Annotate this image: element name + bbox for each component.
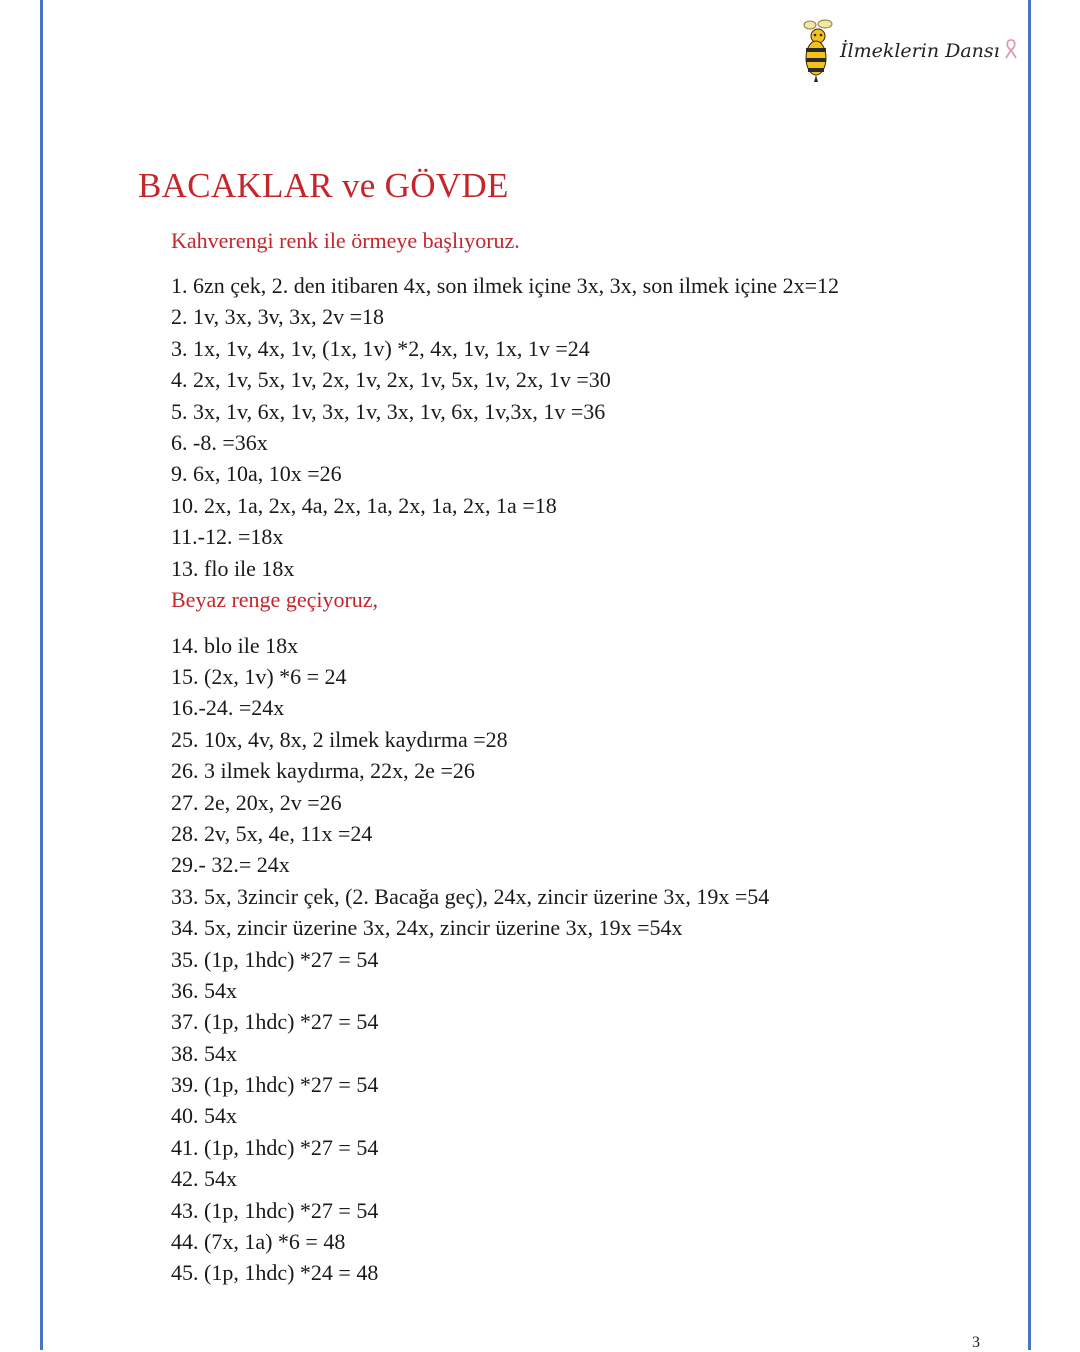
- pattern-row: 44. (7x, 1a) *6 = 48: [171, 1229, 346, 1254]
- pattern-row: 43. (1p, 1hdc) *27 = 54: [171, 1198, 379, 1223]
- pattern-row: 10. 2x, 1a, 2x, 4a, 2x, 1a, 2x, 1a, 2x, 1a =18: [171, 493, 557, 518]
- pattern-row: 1. 6zn çek, 2. den itibaren 4x, son ilmek içine 3x, 3x, son ilmek içine 2x=12: [171, 273, 839, 298]
- pattern-row: 29.- 32.= 24x: [171, 852, 290, 877]
- pattern-row: 15. (2x, 1v) *6 = 24: [171, 664, 347, 689]
- color-change-note: Beyaz renge geçiyoruz,: [171, 587, 379, 612]
- pattern-row: 40. 54x: [171, 1103, 237, 1128]
- section-intro: Kahverengi renk ile örmeye başlıyoruz.: [171, 228, 520, 253]
- pattern-row: 45. (1p, 1hdc) *24 = 48: [171, 1260, 379, 1285]
- pattern-row: 41. (1p, 1hdc) *27 = 54: [171, 1135, 379, 1160]
- pattern-row: 25. 10x, 4v, 8x, 2 ilmek kaydırma =28: [171, 727, 508, 752]
- pattern-row: 6. -8. =36x: [171, 430, 268, 455]
- pattern-row: 39. (1p, 1hdc) *27 = 54: [171, 1072, 379, 1097]
- pattern-row: 3. 1x, 1v, 4x, 1v, (1x, 1v) *2, 4x, 1v, 1x, 1v =24: [171, 336, 590, 361]
- pattern-row: 14. blo ile 18x: [171, 633, 299, 658]
- ribbon-icon: [1003, 38, 1019, 60]
- pattern-row: 34. 5x, zincir üzerine 3x, 24x, zincir üzerine 3x, 19x =54x: [171, 915, 683, 940]
- pattern-row: 4. 2x, 1v, 5x, 1v, 2x, 1v, 2x, 1v, 5x, 1v, 2x, 1v =30: [171, 367, 611, 392]
- brand-logo-text: İlmeklerin Dansı: [840, 40, 1000, 62]
- pattern-row: 13. flo ile 18x: [171, 556, 295, 581]
- pattern-row: 27. 2e, 20x, 2v =26: [171, 790, 342, 815]
- pattern-row: 35. (1p, 1hdc) *27 = 54: [171, 947, 379, 972]
- pattern-row: 38. 54x: [171, 1041, 237, 1066]
- pattern-row: 28. 2v, 5x, 4e, 11x =24: [171, 821, 373, 846]
- pattern-row: 37. (1p, 1hdc) *27 = 54: [171, 1009, 379, 1034]
- pattern-row: 26. 3 ilmek kaydırma, 22x, 2e =26: [171, 758, 475, 783]
- page-border-right: [1028, 0, 1031, 1350]
- section-title: BACAKLAR ve GÖVDE: [138, 166, 509, 205]
- brand-logo: [798, 16, 1023, 86]
- pattern-row: 36. 54x: [171, 978, 237, 1003]
- pattern-row: 9. 6x, 10a, 10x =26: [171, 461, 342, 486]
- pattern-row: 42. 54x: [171, 1166, 237, 1191]
- page-border-left: [40, 0, 43, 1350]
- pattern-row: 16.-24. =24x: [171, 695, 285, 720]
- pattern-row: 11.-12. =18x: [171, 524, 284, 549]
- bee-icon: [798, 16, 838, 84]
- pattern-row: 2. 1v, 3x, 3v, 3x, 2v =18: [171, 304, 385, 329]
- pattern-row: 5. 3x, 1v, 6x, 1v, 3x, 1v, 3x, 1v, 6x, 1v,3x, 1v =36: [171, 399, 606, 424]
- page-number: 3: [972, 1334, 980, 1351]
- pattern-row: 33. 5x, 3zincir çek, (2. Bacağa geç), 24x, zincir üzerine 3x, 19x =54: [171, 884, 770, 909]
